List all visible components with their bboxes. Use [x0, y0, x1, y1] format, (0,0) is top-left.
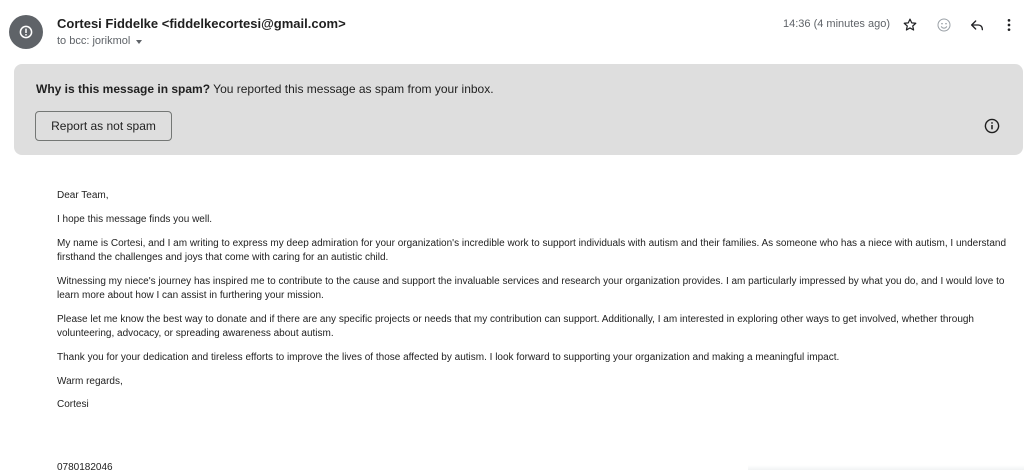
sender-name[interactable]: Cortesi Fiddelke <fiddelkecortesi@gmail.com> — [57, 16, 346, 31]
reply-icon — [969, 17, 985, 33]
chevron-down-icon[interactable] — [136, 40, 142, 44]
phone-number-line: 0780182046 — [57, 462, 113, 470]
body-paragraph: Cortesi — [57, 399, 89, 411]
spam-reason — [36, 82, 494, 96]
body-paragraph: I hope this message finds you well. — [57, 213, 213, 225]
bottom-shadow — [748, 465, 1024, 470]
body-paragraph: Warm regards, — [57, 375, 123, 387]
more-vert-icon — [1001, 17, 1017, 33]
reply-button[interactable] — [965, 13, 989, 37]
star-button[interactable] — [898, 13, 922, 37]
body-paragraph: Witnessing my niece's journey has inspired me to contribute to the cause and support the invaluable services and research your organization provides. I am particularly impressed by what you do, and I would love to learn more about how I can assist in furthering your mission. — [57, 275, 1005, 301]
report-not-spam-button[interactable]: Report as not spam — [35, 111, 172, 141]
warning-icon — [19, 25, 33, 39]
message-timestamp: 14:36 (4 minutes ago) — [783, 18, 891, 30]
spam-explanation: You reported this message as spam from your inbox. — [210, 82, 494, 96]
spam-warning-banner — [14, 64, 1023, 155]
body-paragraph: Dear Team, — [57, 190, 109, 201]
message-header — [0, 0, 1024, 58]
body-paragraph: Please let me know the best way to donate and if there are any specific projects or needs that my contribution can support. Additionally, I am interested in exploring other ways to get involved, whether through volunteering, advocacy, or spreading awareness about autism. — [57, 313, 974, 340]
emoji-icon — [936, 17, 952, 33]
body-paragraph: Thank you for your dedication and tireless efforts to improve the lives of those affected by autism. I look forward to supporting your organization and making a meaningful impact. — [57, 351, 840, 363]
star-icon — [902, 17, 918, 33]
emoji-reaction-button[interactable] — [932, 13, 956, 37]
recipient-text: to bcc: jorikmol — [57, 35, 131, 47]
body-paragraph: My name is Cortesi, and I am writing to express my deep admiration for your organization's incredible work to support individuals with autism and their families. As someone who has a niece with autism, I understand firsthand the challenges and joys that come with caring for an autistic child. — [57, 237, 1007, 263]
recipient-details[interactable] — [57, 35, 142, 47]
info-icon[interactable] — [983, 117, 1001, 135]
spam-heading: Why is this message in spam? — [36, 82, 211, 96]
more-options-button[interactable] — [997, 13, 1021, 37]
spam-avatar[interactable] — [9, 15, 43, 49]
message-body — [57, 189, 1019, 422]
